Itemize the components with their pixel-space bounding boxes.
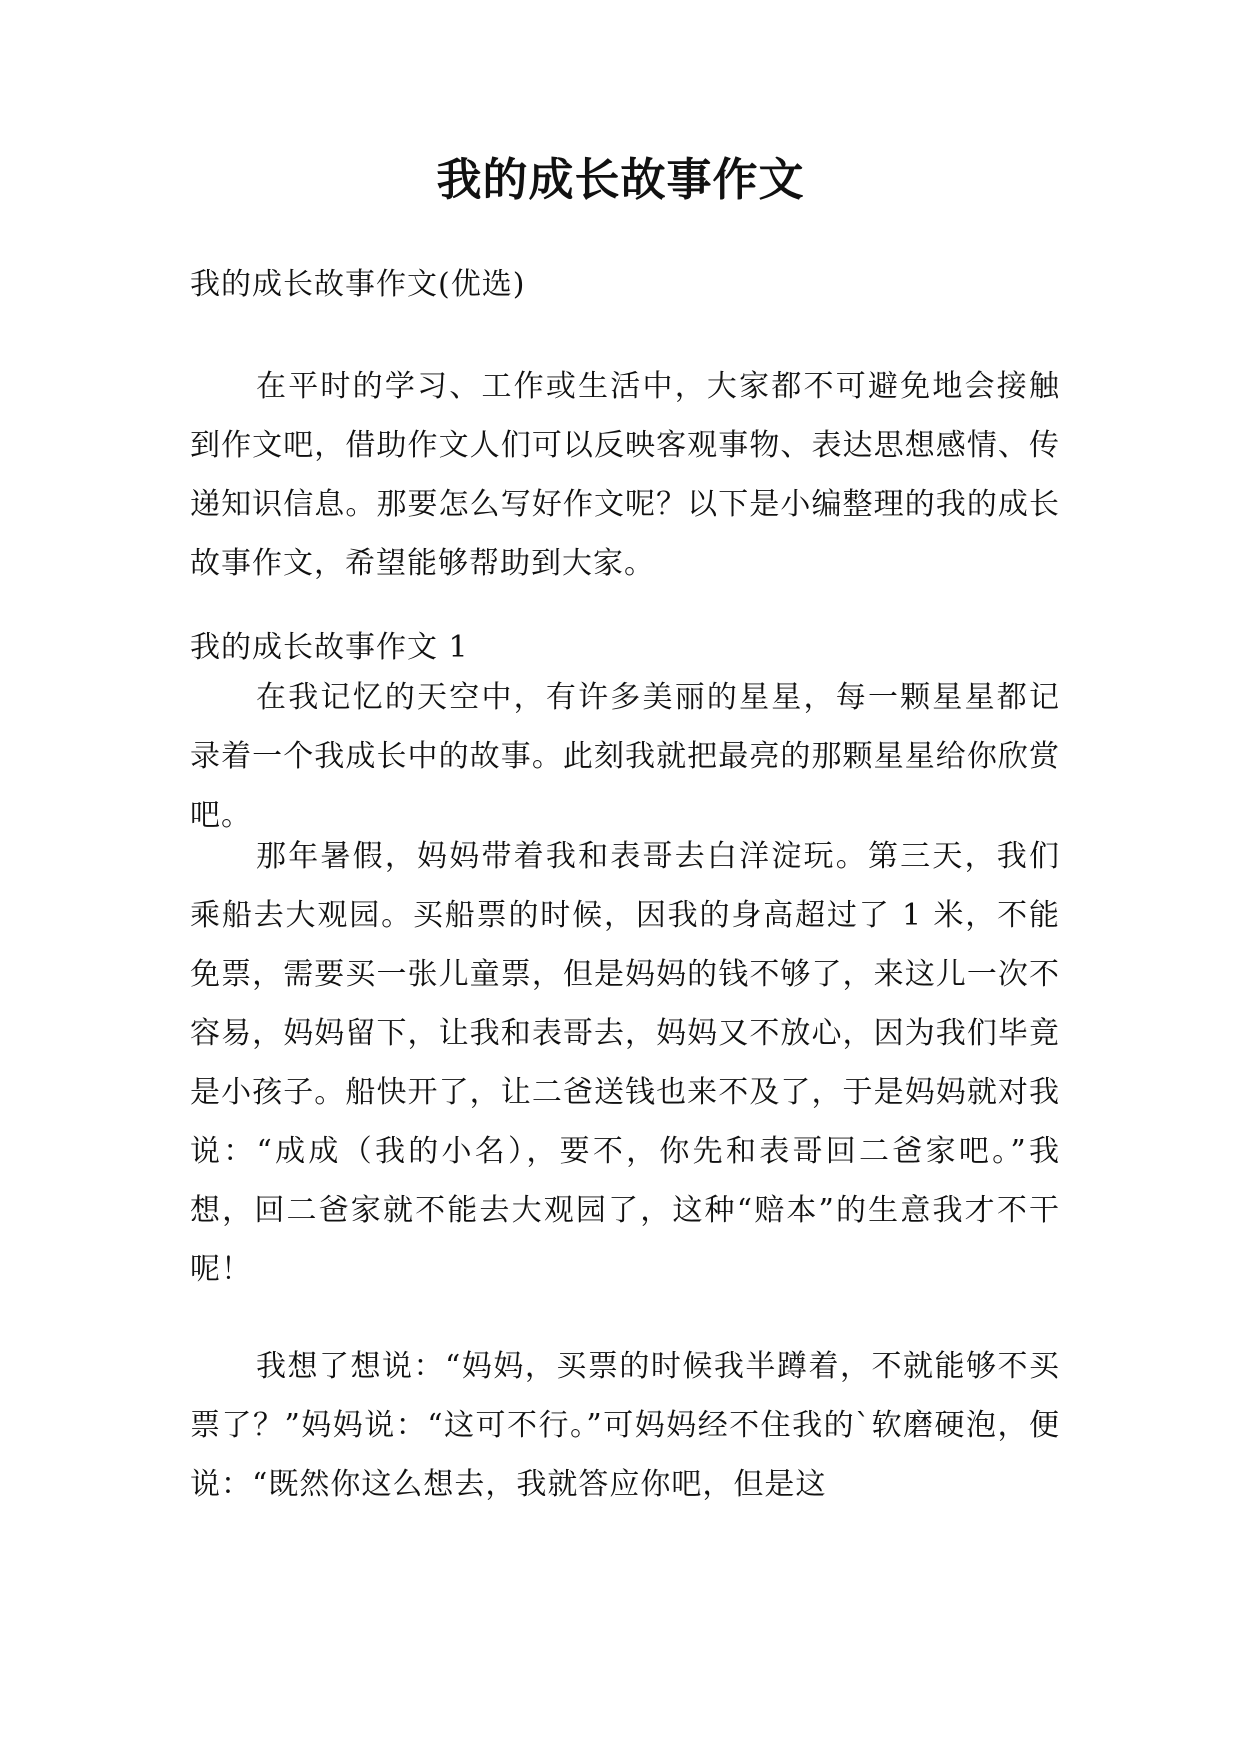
- document-subtitle: 我的成长故事作文(优选): [190, 267, 526, 302]
- story-paragraph-3: 我想了想说：“妈妈，买票的时候我半蹲着，不就能够不买票了？”妈妈说：“这可不行。”可妈妈经不住我的`软磨硬泡，便说：“既然你这么想去，我就答应你吧，但是这: [190, 1349, 1060, 1502]
- intro-paragraph: 在平时的学习、工作或生活中，大家都不可避免地会接触到作文吧，借助作文人们可以反映客观事物、表达思想感情、传递知识信息。那要怎么写好作文呢？以下是小编整理的我的成长故事作文，希望能够帮助到大家。: [190, 369, 1060, 581]
- story-paragraph-2: 那年暑假，妈妈带着我和表哥去白洋淀玩。第三天，我们乘船去大观园。买船票的时候，因我的身高超过了 1 米，不能免票，需要买一张儿童票，但是妈妈的钱不够了，来这儿一次不容易，妈妈留下，让我和表哥去，妈妈又不放心，因为我们毕竟是小孩子。船快开了，让二爸送钱也来不及了，于是妈妈就对我说：“成成（我的小名），要不，你先和表哥回二爸家吧。”我想，回二爸家就不能去大观园了，这种“赔本”的生意我才不干呢！: [190, 839, 1060, 1287]
- section-heading: 我的成长故事作文 1: [190, 630, 469, 665]
- document-title: 我的成长故事作文: [436, 153, 805, 206]
- story-paragraph-1: 在我记忆的天空中，有许多美丽的星星，每一颗星星都记录着一个我成长中的故事。此刻我就把最亮的那颗星星给你欣赏吧。: [190, 680, 1060, 833]
